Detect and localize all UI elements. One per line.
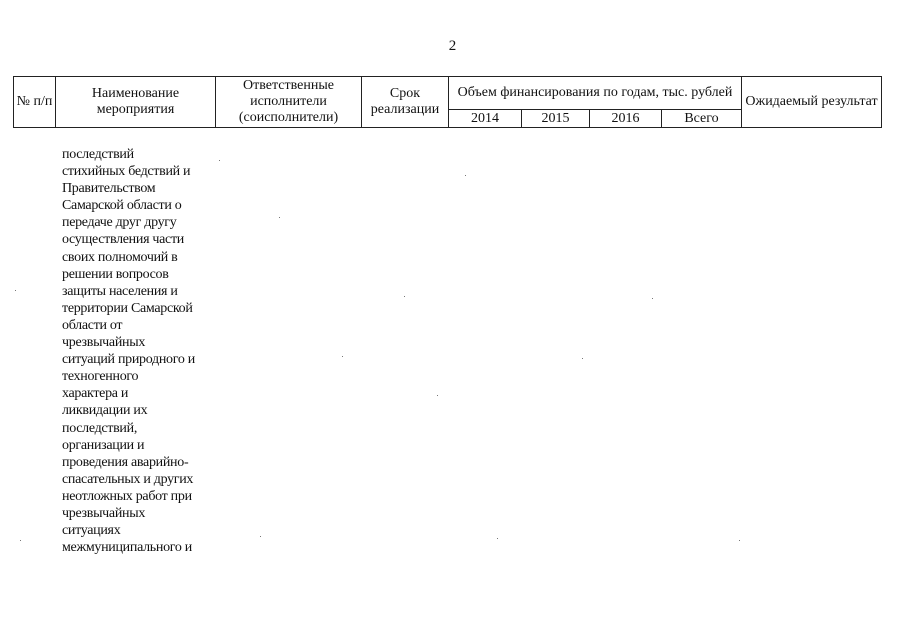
header-table [13, 76, 882, 128]
header-responsible: Ответственные исполнители (соисполнители) [216, 77, 362, 128]
header-year-2015: 2015 [522, 110, 590, 128]
text-line: стихийных бедствий и [62, 164, 191, 180]
text-line: территории Самарской [62, 300, 193, 316]
text-line: характера и [62, 386, 129, 402]
scan-speck [219, 160, 220, 161]
page-number: 2 [448, 38, 457, 54]
text-line: межмуниципального и [62, 540, 192, 556]
header-num: № п/п [14, 77, 56, 128]
header-result: Ожидаемый результат [742, 77, 882, 128]
scan-speck [582, 358, 583, 359]
text-line: чрезвычайных [62, 505, 146, 521]
text-line: спасательных и других [62, 471, 194, 487]
scan-speck [437, 395, 438, 396]
text-line: осуществления части [62, 232, 184, 248]
text-line: неотложных работ при [62, 488, 192, 504]
text-line: Самарской области о [62, 198, 182, 214]
measure-name-text [62, 146, 222, 556]
header-term: Срок реализации [362, 77, 449, 128]
text-line: последствий [62, 147, 134, 162]
header-year-2016: 2016 [590, 110, 662, 128]
text-line: Правительством [62, 181, 156, 197]
text-line: области от [62, 317, 123, 333]
header-year-2014: 2014 [449, 110, 522, 128]
scan-speck [342, 356, 343, 357]
header-financing: Объем финансирования по годам, тыс. рублей [449, 77, 742, 110]
header-year-total: Всего [662, 110, 742, 128]
text-line: чрезвычайных [62, 335, 146, 351]
text-line: проведения аварийно- [62, 454, 189, 470]
scan-speck [279, 217, 280, 218]
scan-speck [465, 175, 466, 176]
scan-speck [497, 538, 498, 539]
text-line: ликвидации их [62, 403, 148, 419]
text-line: организации и [62, 437, 145, 453]
text-line: защиты населения и [62, 283, 178, 299]
text-line: последствий, [62, 420, 138, 436]
scan-speck [652, 298, 653, 299]
scan-speck [260, 536, 261, 537]
text-line: техногенного [62, 369, 139, 385]
text-line: решении вопросов [62, 266, 169, 282]
scan-speck [20, 540, 21, 541]
scan-speck [15, 290, 16, 291]
text-line: своих полномочий в [62, 249, 178, 265]
scan-speck [739, 540, 740, 541]
text-line: ситуациях [62, 523, 121, 539]
text-line: передаче друг другу [62, 215, 177, 231]
header-name: Наименование мероприятия [56, 77, 216, 128]
text-line: ситуаций природного и [62, 352, 195, 368]
scan-speck [404, 296, 405, 297]
